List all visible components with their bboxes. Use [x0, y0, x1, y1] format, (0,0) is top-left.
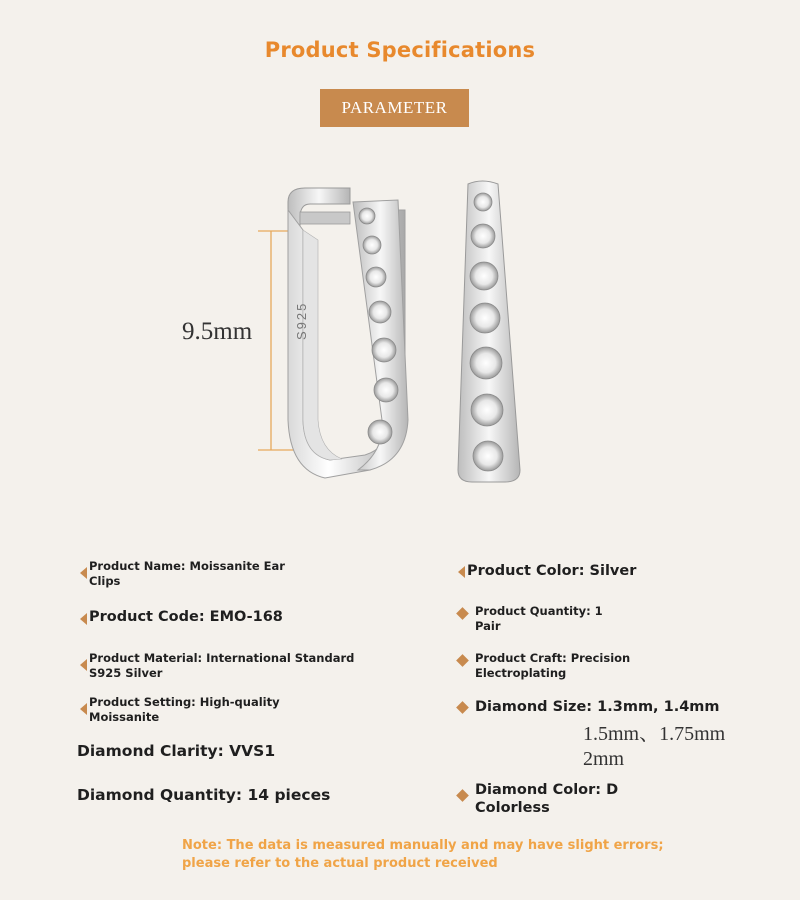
spec-diamond-color: Diamond Color: D Colorless	[458, 781, 628, 817]
earring-side-view	[288, 188, 408, 478]
bullet-icon	[458, 566, 465, 578]
bullet-icon	[80, 659, 87, 671]
spec-diamond-quantity: Diamond Quantity: 14 pieces	[77, 786, 331, 804]
measurement-note: Note: The data is measured manually and may have slight errors; please refer to the actual product received	[182, 838, 664, 871]
bullet-icon	[80, 613, 87, 625]
spec-product-name: Product Name: Moissanite Ear Clips	[80, 559, 290, 589]
diamond-bullet-icon	[456, 654, 469, 667]
spec-product-code: Product Code: EMO-168	[80, 608, 320, 626]
s925-engraving: S925	[294, 301, 309, 340]
bullet-icon	[80, 567, 87, 579]
spec-product-color: Product Color: Silver	[458, 562, 698, 580]
page-title: Product Specifications	[264, 38, 536, 62]
diamond-bullet-icon	[456, 701, 469, 714]
spec-product-setting: Product Setting: High-quality Moissanite	[80, 695, 290, 725]
diamond-size-continued: 1.5mm、1.75mm 2mm	[583, 723, 726, 770]
spec-product-quantity: Product Quantity: 1 Pair	[458, 604, 628, 634]
parameter-button[interactable]: PARAMETER	[320, 89, 469, 127]
spec-product-material: Product Material: International Standard S925 Silver	[80, 651, 370, 681]
spec-diamond-clarity: Diamond Clarity: VVS1	[77, 742, 276, 760]
bullet-icon	[80, 703, 87, 715]
earring-front-view	[458, 181, 520, 482]
spec-diamond-size: Diamond Size: 1.3mm, 1.4mm	[458, 698, 738, 716]
spec-product-craft: Product Craft: Precision Electroplating	[458, 651, 658, 681]
diamond-bullet-icon	[456, 789, 469, 802]
dimension-label: 9.5mm	[182, 318, 253, 345]
diamond-bullet-icon	[456, 607, 469, 620]
